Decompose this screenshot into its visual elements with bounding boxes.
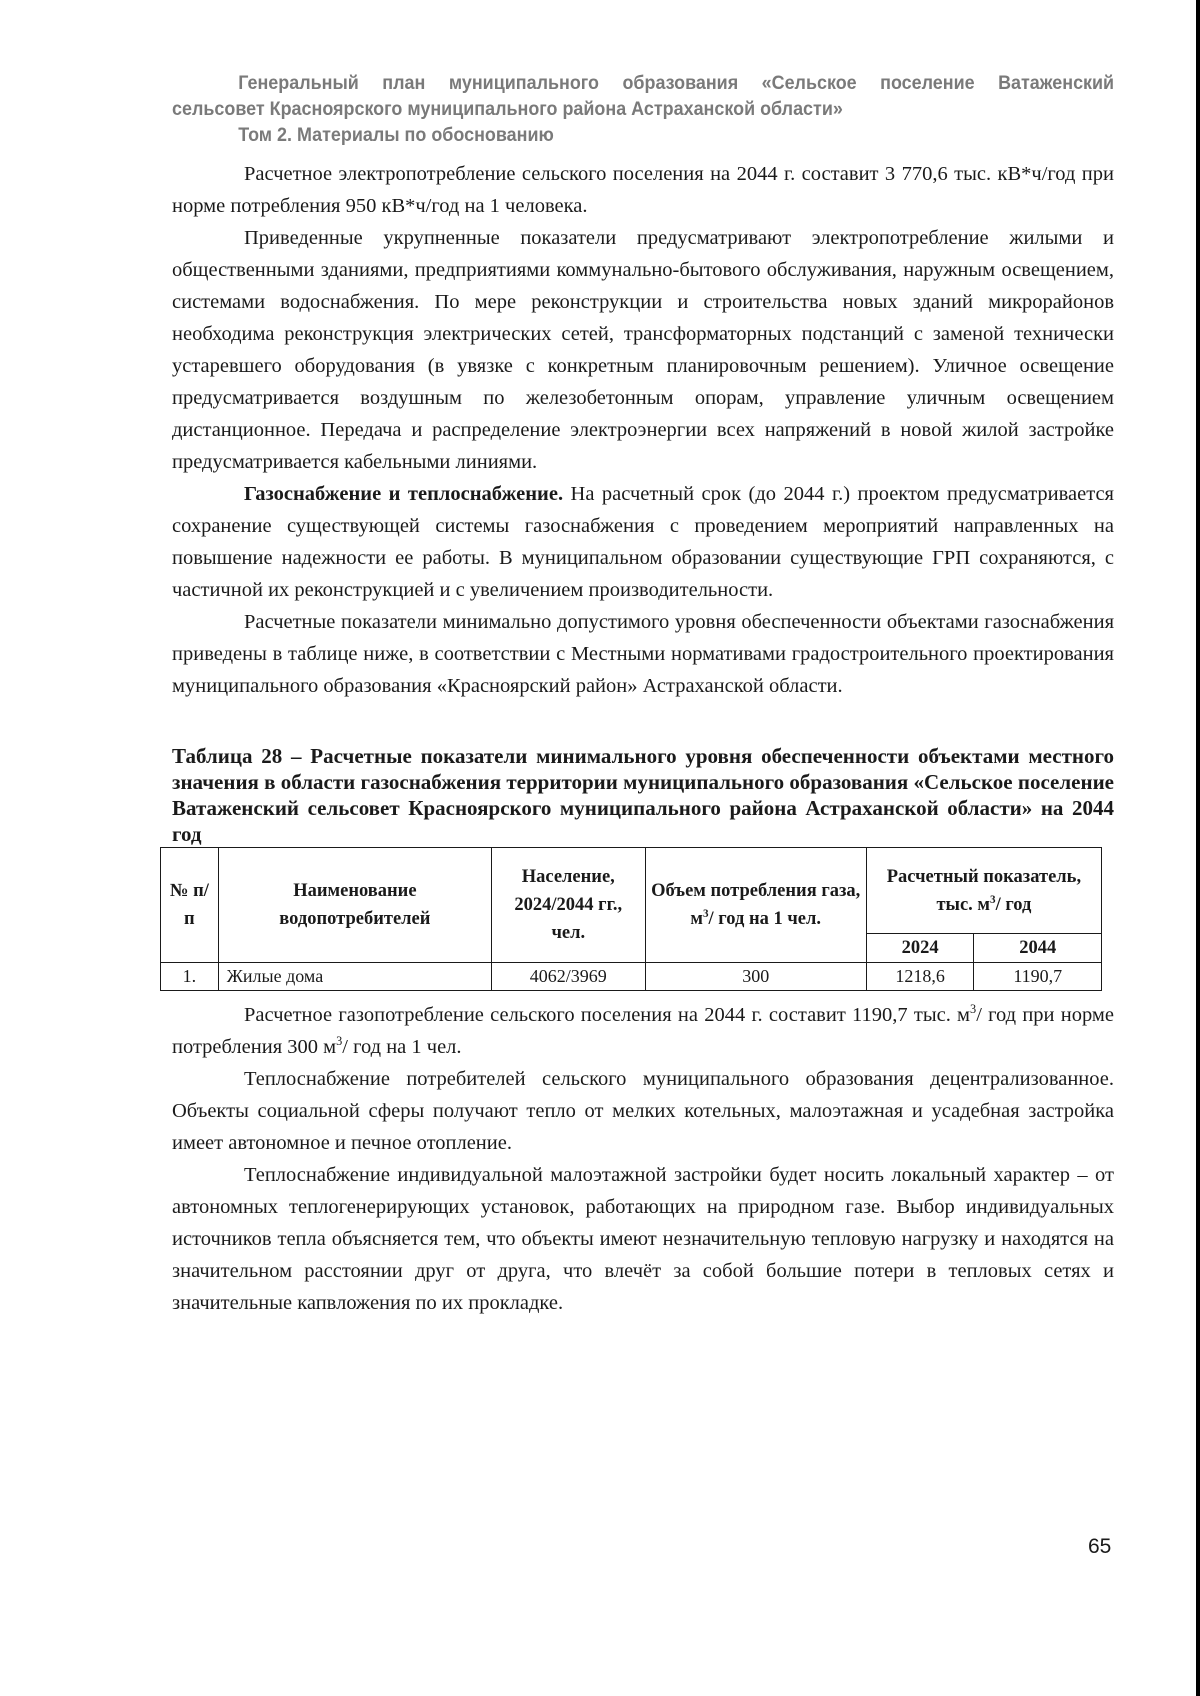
paragraph-gas-indicators: Расчетные показатели минимально допустимого уровня обеспеченности объектами газоснабжения приведены в таблице ниже, в соответствии с Местными нормативами градостроительного проектирования муниципального образования «Красноярский район» Астраханской области. [172,611,1114,697]
gas-supply-text: На расчетный срок (до 2044 г.) проектом предусматривается сохранение существующей системы газоснабжения с проведением мероприятий направленных на повышение надежности ее работы. В муниципальном образовании существующие ГРП сохраняются, с частичной их реконструкцией и с увеличением производительности. [172,483,1114,601]
cell-name: Жилые дома [218,963,491,991]
document-page [169,70,1115,1319]
paragraph-gas-supply [172,478,1114,606]
table-header-row [161,848,1102,934]
col-header-name: Наименование водопотребителей [218,848,491,963]
col-header-population: Население, 2024/2044 гг., чел. [491,848,645,963]
cell-value-2044: 1190,7 [974,963,1102,991]
gas-heat-heading: Газоснабжение и теплоснабжение. [244,483,564,505]
page-number: 65 [1088,1535,1112,1558]
table-caption: Таблица 28 – Расчетные показатели минимального уровня обеспеченности объектами местного значения в области газоснабжения территории муниципального образования «Сельское поселение Ватаженский сельсовет Красноярского муниципального района Астраханской области» на 2044 год [172,744,1114,846]
paragraph-electricity-total: Расчетное электропотребление сельского поселения на 2044 г. составит 3 770,6 тыс. кВ*ч/год при норме потребления 950 кВ*ч/год на 1 человека. [172,163,1114,217]
running-header [172,70,1114,148]
page-edge [1196,0,1200,1696]
cell-number: 1. [161,963,219,991]
cell-volume: 300 [645,963,866,991]
table-row [161,963,1102,991]
paragraph-individual-heating: Теплоснабжение индивидуальной малоэтажной застройки будет носить локальный характер – от автономных теплогенерирующих установок, работающих на природном газе. Выбор индивидуальных источников тепла объясняется тем, что объекты имеют незначительную тепловую нагрузку и находятся на значительном расстоянии друг от друга, что влечёт за собой большие потери в тепловых сетях и значительные капвложения по их прокладке. [172,1164,1114,1314]
col-header-number: № п/п [161,848,219,963]
paragraph-gas-consumption: Расчетное газопотребление сельского поселения на 2044 г. составит 1190,7 тыс. $м^3/$ год при норме потребления 300 $м^3/$ год на 1 чел. [172,1002,1114,1058]
gas-indicators-table [160,847,1102,991]
col-header-calculated: Расчетный показатель, тыс. $м^3/$ год [866,848,1101,934]
col-header-2044: 2044 [974,934,1102,963]
col-header-volume: Объем потребления газа, $м^3/$ год на 1 чел. [645,848,866,963]
header-line-2: сельсовет Красноярского муниципального района Астраханской области» [172,98,843,120]
col-header-2024: 2024 [866,934,974,963]
header-line-3: Том 2. Материалы по обоснованию [238,124,554,146]
paragraph-heat-supply: Теплоснабжение потребителей сельского муниципального образования децентрализованное. Объекты социальной сферы получают тепло от мелких котельных, малоэтажная и усадебная застройка имеет автономное и печное отопление. [172,1068,1114,1154]
header-line-1: Генеральный план муниципального образования «Сельское поселение Ватаженский [238,72,1115,94]
paragraph-electricity-details: Приведенные укрупненные показатели предусматривают электропотребление жилыми и общественными зданиями, предприятиями коммунально-бытового обслуживания, наружным освещением, системами водоснабжения. По мере реконструкции и строительства новых зданий микрорайонов необходима реконструкция электрических сетей, трансформаторных подстанций с заменой технически устаревшего оборудования (в увязке с конкретным планировочным решением). Уличное освещение предусматривается воздушным по железобетонным опорам, управление уличным освещением дистанционное. Передача и распределение электроэнергии всех напряжений в новой жилой застройке предусматривается кабельными линиями. [172,227,1114,473]
table-wrap [169,847,1114,999]
cell-population: 4062/3969 [491,963,645,991]
cell-value-2024: 1218,6 [866,963,974,991]
